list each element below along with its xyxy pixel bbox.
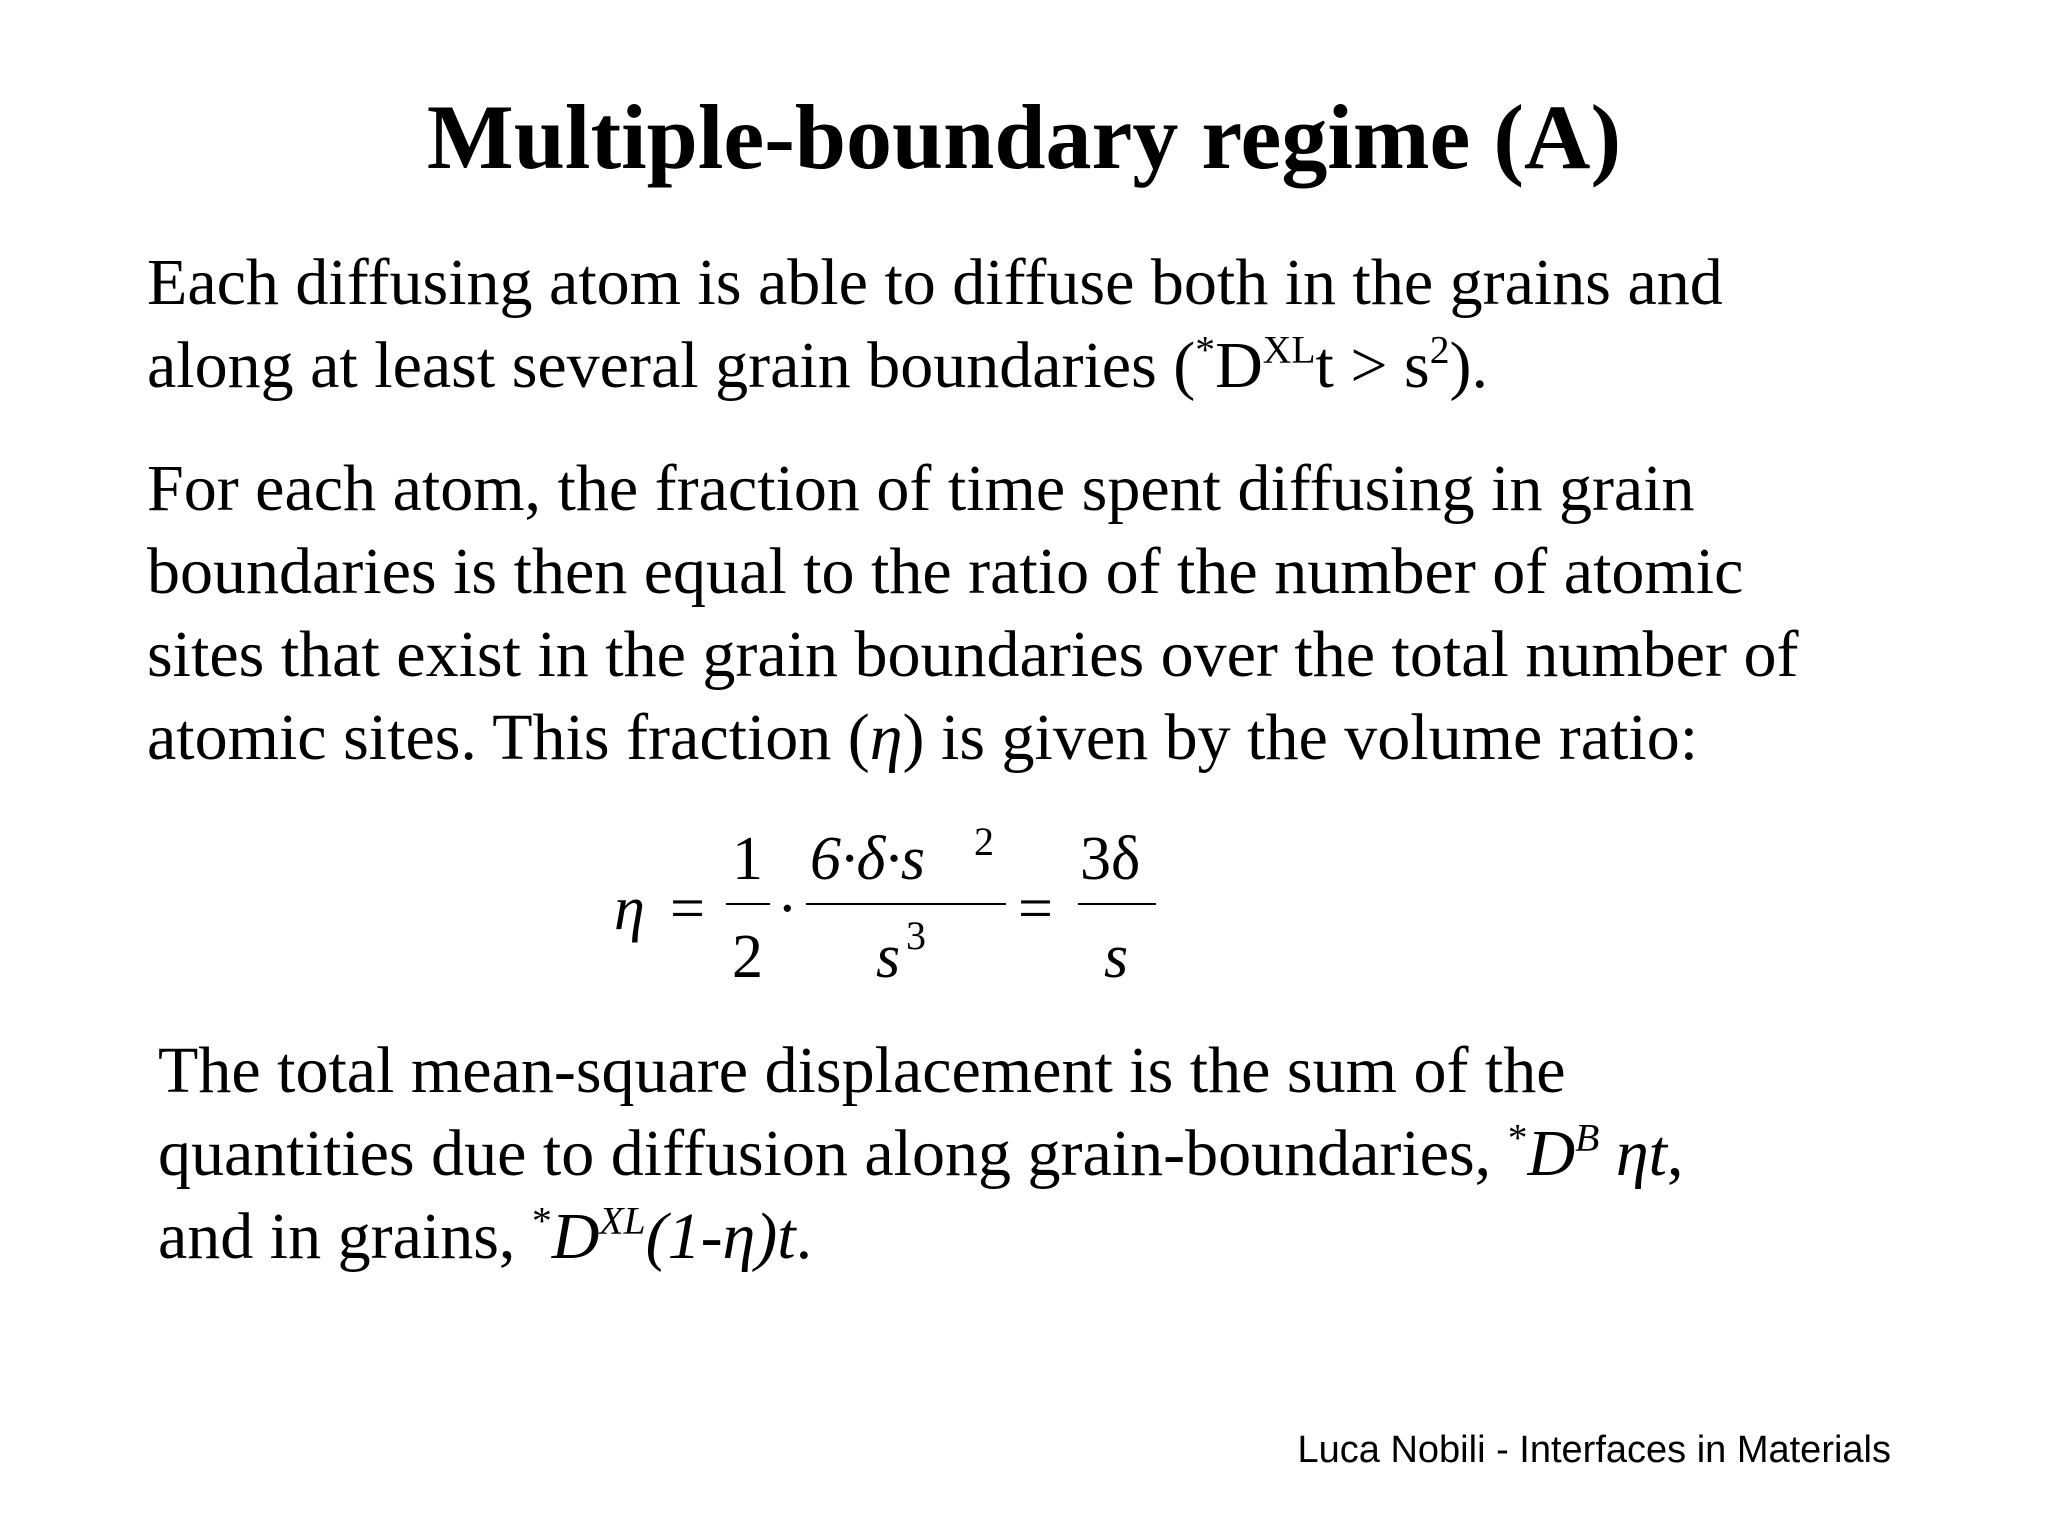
fraction1-bar — [726, 903, 770, 905]
fraction3-bar — [1078, 903, 1156, 905]
fraction1-numerator: 1 — [732, 825, 763, 893]
formula-dot: · — [777, 875, 798, 943]
fraction2-numerator-exponent: 2 — [974, 819, 994, 864]
star-superscript: * — [1195, 327, 1216, 372]
paragraph-fraction-definition — [147, 447, 1798, 779]
eta-formula — [614, 820, 1174, 995]
footer-credit: Luca Nobili - Interfaces in Materials — [1297, 1429, 1891, 1471]
text-segment: and in grains, — [158, 1200, 532, 1273]
b-superscript: B — [1575, 1115, 1600, 1160]
paragraph-regime-condition — [147, 241, 1723, 407]
paragraph-line: Each diffusing atom is able to diffuse both in the grains and — [147, 246, 1723, 319]
formula-lhs: η — [614, 875, 645, 943]
text-segment: . — [795, 1200, 813, 1273]
fraction3-denominator: s — [1104, 923, 1129, 991]
diffusivity-symbol: D — [1527, 1117, 1576, 1190]
eta-t-term: ηt — [1599, 1117, 1667, 1190]
star-superscript: * — [1507, 1115, 1528, 1160]
text-segment: t > s — [1315, 329, 1430, 402]
paragraph-line: sites that exist in the grain boundaries over the total number of — [147, 618, 1799, 691]
xl-superscript: XL — [599, 1198, 646, 1243]
diffusivity-symbol: D — [1215, 329, 1263, 402]
exponent: 2 — [1429, 327, 1450, 372]
fraction2-denominator: s — [876, 923, 901, 991]
fraction3-numerator: 3δ — [1080, 825, 1141, 893]
star-superscript: * — [531, 1198, 552, 1243]
fraction2-bar — [806, 903, 1006, 905]
text-segment: quantities due to diffusion along grain-boundaries, — [158, 1117, 1508, 1190]
paragraph-line — [147, 324, 1723, 407]
paragraph-line — [158, 1112, 1683, 1195]
fraction2-numerator: 6·δ·s — [810, 825, 925, 893]
formula-equals: = — [670, 875, 705, 943]
paragraph-line — [158, 1195, 1683, 1278]
text-segment: ) is given by the volume ratio: — [902, 701, 1699, 774]
paragraph-line: The total mean-square displacement is the sum of the — [158, 1034, 1566, 1107]
paragraph-mean-square-displacement — [158, 1029, 1683, 1278]
text-segment: atomic sites. This fraction ( — [147, 701, 870, 774]
eta-symbol: η — [869, 701, 903, 774]
text-segment: , — [1666, 1117, 1684, 1190]
formula-equals: = — [1018, 875, 1053, 943]
paragraph-line — [147, 696, 1798, 779]
one-minus-eta-t-term: (1-η)t — [645, 1200, 796, 1273]
diffusivity-symbol: D — [551, 1200, 600, 1273]
xl-superscript: XL — [1262, 327, 1316, 372]
fraction2-denominator-exponent: 3 — [906, 913, 926, 958]
paragraph-line: For each atom, the fraction of time spent diffusing in grain — [147, 452, 1695, 525]
text-segment: ). — [1449, 329, 1489, 402]
text-segment: along at least several grain boundaries ( — [147, 329, 1196, 402]
fraction1-denominator: 2 — [732, 923, 763, 991]
paragraph-line: boundaries is then equal to the ratio of the number of atomic — [147, 535, 1744, 608]
slide-title: Multiple-boundary regime (A) — [426, 86, 1622, 188]
